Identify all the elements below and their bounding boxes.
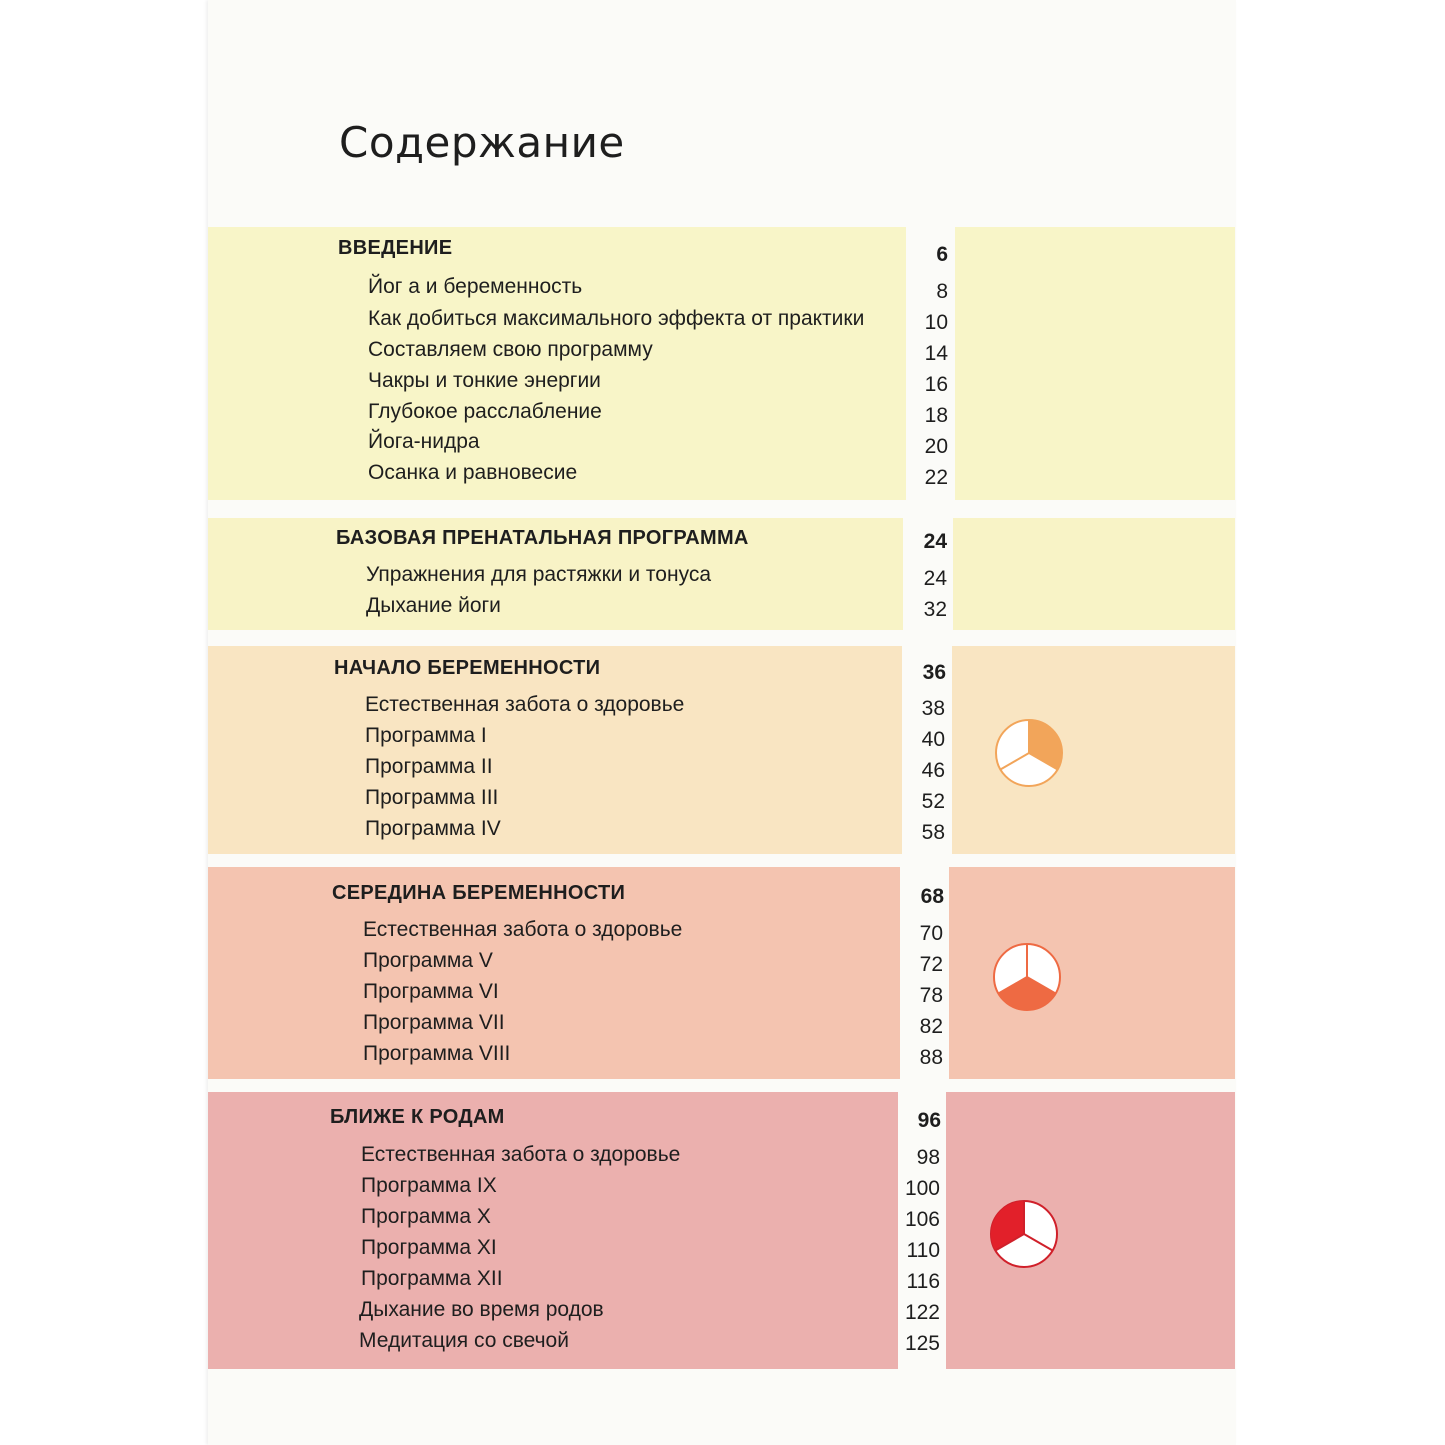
toc-entry[interactable]: Осанка и равновесие [368, 461, 578, 484]
toc-page-number: 16 [924, 373, 948, 396]
toc-page-number: 40 [921, 728, 945, 751]
toc-entry[interactable]: Программа VII [363, 1011, 505, 1034]
section-heading[interactable]: НАЧАЛО БЕРЕМЕННОСТИ [334, 657, 601, 679]
toc-entry[interactable]: Чакры и тонкие энергии [368, 369, 601, 392]
section-band [208, 1092, 898, 1369]
toc-page-number: 70 [919, 922, 943, 945]
section-band [208, 227, 906, 500]
toc-page-number: 8 [936, 280, 948, 303]
third-trimester-icon [989, 1199, 1059, 1269]
toc-entry[interactable]: Программа IX [361, 1174, 497, 1197]
toc-page-number: 58 [921, 821, 945, 844]
toc-page-number: 52 [921, 790, 945, 813]
section-heading[interactable]: ВВЕДЕНИЕ [338, 237, 453, 259]
section-band-right [953, 518, 1235, 630]
toc-entry[interactable]: Программа V [363, 949, 493, 972]
section-heading[interactable]: БАЗОВАЯ ПРЕНАТАЛЬНАЯ ПРОГРАММА [336, 527, 749, 549]
toc-page-number: 10 [924, 311, 948, 334]
toc-page-number: 20 [924, 435, 948, 458]
toc-page-number: 22 [924, 466, 948, 489]
toc-page-number: 110 [906, 1239, 940, 1262]
toc-entry[interactable]: Естественная забота о здоровье [361, 1143, 681, 1166]
toc-entry[interactable]: Программа VIII [363, 1042, 511, 1065]
toc-entry[interactable]: Программа III [365, 786, 499, 809]
toc-entry[interactable]: Программа XI [361, 1236, 497, 1259]
toc-page-number: 88 [919, 1046, 943, 1069]
toc-entry[interactable]: Глубокое расслабление [368, 400, 602, 423]
section-page-number: 6 [936, 243, 948, 266]
toc-entry[interactable]: Составляем свою программу [368, 338, 653, 361]
toc-entry[interactable]: Как добиться максимального эффекта от практики [368, 307, 865, 330]
toc-entry[interactable]: Упражнения для растяжки и тонуса [366, 563, 712, 586]
toc-page-number: 100 [904, 1177, 940, 1200]
toc-entry[interactable]: Программа II [365, 755, 493, 778]
toc-entry[interactable]: Программа I [365, 724, 487, 747]
toc-page-number: 98 [916, 1146, 940, 1169]
toc-entry[interactable]: Дыхание йоги [366, 594, 501, 617]
toc-entry[interactable]: Естественная забота о здоровье [363, 918, 683, 941]
toc-entry[interactable]: Программа IV [365, 817, 501, 840]
toc-page-number: 116 [906, 1270, 940, 1293]
toc-page-number: 32 [923, 598, 947, 621]
toc-page-number: 78 [919, 984, 943, 1007]
toc-page-number: 72 [919, 953, 943, 976]
toc-page-number: 24 [923, 567, 947, 590]
section-heading[interactable]: СЕРЕДИНА БЕРЕМЕННОСТИ [332, 882, 626, 904]
toc-page-number: 106 [904, 1208, 940, 1231]
second-trimester-icon [992, 942, 1062, 1012]
first-trimester-icon [994, 718, 1064, 788]
section-heading[interactable]: БЛИЖЕ К РОДАМ [330, 1106, 505, 1128]
toc-page-number: 82 [919, 1015, 943, 1038]
section-page-number: 24 [923, 530, 947, 553]
toc-entry[interactable]: Йога-нидра [368, 430, 480, 453]
toc-entry[interactable]: Медитация со свечой [359, 1329, 569, 1352]
section-page-number: 68 [920, 885, 944, 908]
toc-entry[interactable]: Естественная забота о здоровье [365, 693, 685, 716]
toc-entry[interactable]: Дыхание во время родов [359, 1298, 604, 1321]
toc-page-number: 122 [904, 1301, 940, 1324]
section-page-number: 96 [917, 1109, 941, 1132]
toc-page-number: 46 [921, 759, 945, 782]
toc-entry[interactable]: Программа VI [363, 980, 499, 1003]
toc-page-number: 38 [921, 697, 945, 720]
toc-entry[interactable]: Программа XII [361, 1267, 503, 1290]
toc-entry[interactable]: Йог а и беременность [368, 275, 583, 298]
toc-page-number: 18 [924, 404, 948, 427]
section-band-right [955, 227, 1235, 500]
page-title: Содержание [339, 118, 625, 167]
toc-entry[interactable]: Программа X [361, 1205, 491, 1228]
toc-page-number: 14 [924, 342, 948, 365]
toc-page-number: 125 [904, 1332, 940, 1355]
section-page-number: 36 [922, 661, 946, 684]
